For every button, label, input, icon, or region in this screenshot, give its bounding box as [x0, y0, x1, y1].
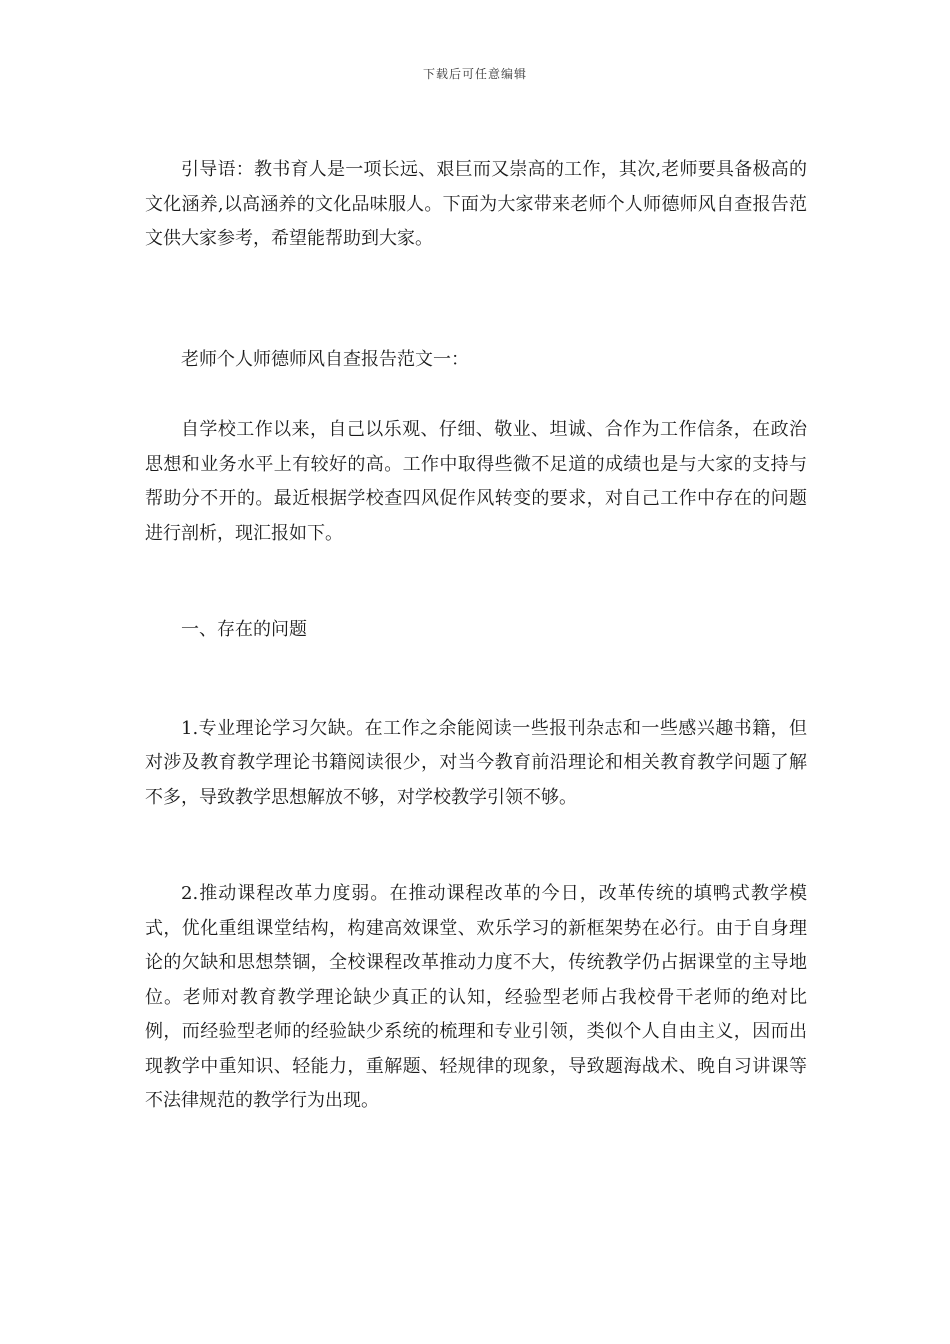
spacer — [145, 648, 807, 712]
spacer — [145, 257, 807, 343]
section-title: 老师个人师德师风自查报告范文一： — [181, 348, 469, 370]
heading-problems: 一、存在的问题 — [181, 619, 307, 640]
document-body — [145, 153, 807, 1119]
paragraph-1: 自学校工作以来，自己以乐观、仔细、敬业、坦诚、合作为工作信条，在政治思想和业务水平上有较好的高。工作中取得些微不足道的成绩也是与大家的支持与帮助分不开的。最近根据学校查四风促作风转变的要求，对自己工作中存在的问题进行剖析，现汇报如下。 — [145, 419, 807, 544]
spacer — [145, 815, 807, 877]
page-header-note: 下载后可任意编辑 — [422, 67, 527, 81]
spacer — [145, 551, 807, 613]
list-item-1: 1.专业理论学习欠缺。在工作之余能阅读一些报刊杂志和一些感兴趣书籍，但对涉及教育教学理论书籍阅读很少，对当今教育前沿理论和相关教育教学问题了解不多，导致教学思想解放不够，对学校教学引领不够。 — [145, 717, 807, 808]
spacer — [145, 377, 807, 413]
list-item-2: 2.推动课程改革力度弱。在推动课程改革的今日，改革传统的填鸭式教学模式，优化重组课堂结构，构建高效课堂、欢乐学习的新框架势在必行。由于自身理论的欠缺和思想禁锢，全校课程改革推动力度不大，传统教学仍占据课堂的主导地位。老师对教育教学理论缺少真正的认知，经验型老师占我校骨干老师的绝对比例，而经验型老师的经验缺少系统的梳理和专业引领，类似个人自由主义，因而出现教学中重知识、轻能力，重解题、轻规律的现象，导致题海战术、晚自习讲课等不法律规范的教学行为出现。 — [145, 883, 807, 1111]
intro-paragraph: 引导语：教书育人是一项长远、艰巨而又崇高的工作，其次,老师要具备极高的文化涵养,以高涵养的文化品味服人。下面为大家带来老师个人师德师风自查报告范文供大家参考，希望能帮助到大家。 — [145, 159, 807, 249]
